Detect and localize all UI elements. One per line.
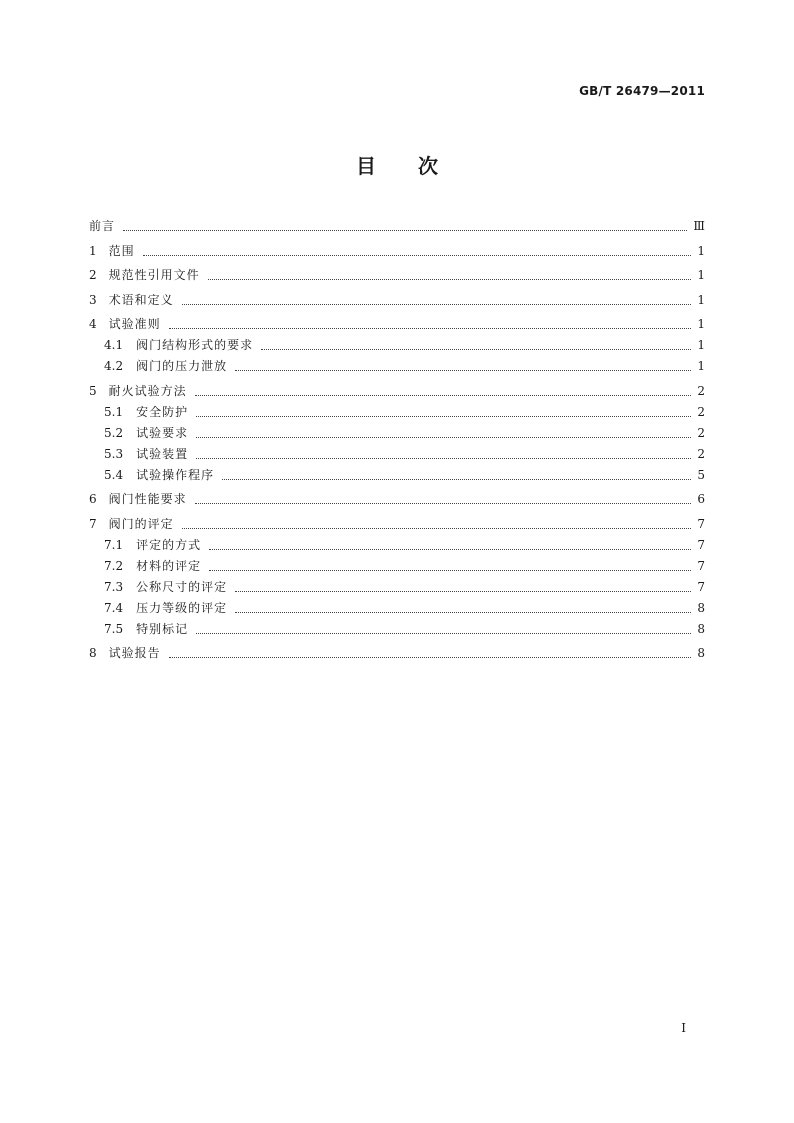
toc-entry-page: 5 [697,467,705,482]
toc-entry-4-2[interactable] [89,356,705,377]
dot-leader [235,591,691,592]
toc-entry-1[interactable] [89,241,705,262]
dot-leader [123,230,687,231]
toc-entry-2[interactable] [89,265,705,286]
toc-entry-label: 阀门性能要求 [108,492,187,506]
toc-entry-label: 特别标记 [136,621,189,636]
toc-entry-page: 6 [697,492,705,506]
toc-entry-page: 2 [697,404,705,419]
toc-entry-label: 范围 [108,243,135,258]
toc-entry-label: 公称尺寸的评定 [136,579,228,594]
toc-entry-label: 试验装置 [136,446,189,461]
toc-entry-number: 7 [89,516,97,531]
toc-entry-label: 试验操作程序 [136,467,215,482]
toc-entry-label: 安全防护 [136,404,189,419]
dot-leader [169,657,691,658]
toc-entry-number: 5.1 [104,404,124,419]
toc-entry-number: 7.2 [104,558,124,573]
toc-entry-label: 材料的评定 [136,558,202,573]
toc-entry-number: 7.4 [104,600,124,615]
toc-entry-label: 阀门的评定 [108,516,174,531]
toc-entry-7-4[interactable] [89,598,705,619]
toc-entry-foreword[interactable] [89,216,705,237]
page-number: I [681,1021,686,1035]
standard-number: GB/T 26479—2011 [579,84,705,98]
toc-entry-3[interactable] [89,290,705,311]
toc-entry-number: 4.2 [104,359,124,373]
toc-entry-label: 试验报告 [108,646,161,660]
dot-leader [196,416,691,417]
toc-entry-5[interactable] [89,381,705,402]
toc-entry-5-3[interactable] [89,444,705,465]
toc-entry-7-5[interactable] [89,619,705,640]
dot-leader [222,479,691,480]
toc-entry-page: 8 [697,600,705,615]
dot-leader [196,633,691,634]
toc-entry-4-1[interactable] [89,335,705,356]
dot-leader [195,395,691,396]
toc-entry-5-4[interactable] [89,465,705,486]
toc-entry-page: 2 [697,383,705,398]
toc-entry-number: 4.1 [104,338,124,352]
dot-leader [169,328,691,329]
toc-entry-6[interactable] [89,489,705,510]
toc-entry-number: 4 [89,317,97,331]
toc-entry-page: 1 [697,292,705,307]
dot-leader [196,458,691,459]
toc-entry-page: 1 [697,359,705,373]
toc-entry-label: 压力等级的评定 [136,600,228,615]
toc-entry-4[interactable] [89,314,705,335]
toc-entry-page: 7 [697,558,705,573]
toc-entry-7[interactable] [89,514,705,535]
dot-leader [209,570,691,571]
toc-entry-page: 7 [697,537,705,552]
toc-entry-number: 7.3 [104,579,124,594]
toc-entry-label: 试验准则 [108,317,161,331]
toc-entry-5-1[interactable] [89,402,705,423]
dot-leader [182,304,691,305]
toc-entry-number: 5 [89,383,97,398]
toc-entry-page: 2 [697,446,705,461]
dot-leader [235,612,691,613]
toc-entry-number: 1 [89,243,97,258]
page-title: 目次 [356,154,480,178]
toc-entry-page: 8 [697,621,705,636]
toc-entry-number: 8 [89,646,97,660]
dot-leader [209,549,691,550]
toc-entry-7-1[interactable] [89,535,705,556]
toc-entry-label: 术语和定义 [108,292,174,307]
toc-entry-page: 8 [697,646,705,660]
dot-leader [235,370,691,371]
toc-entry-number: 5.2 [104,425,124,440]
toc-entry-label: 规范性引用文件 [108,268,200,282]
toc-entry-number: 6 [89,492,97,506]
toc-entry-page: 1 [697,338,705,352]
toc-entry-label: 试验要求 [136,425,189,440]
toc-entry-label: 阀门结构形式的要求 [136,338,254,352]
dot-leader [261,349,691,350]
toc-entry-label: 阀门的压力泄放 [136,359,228,373]
toc-entry-page: 1 [697,243,705,258]
toc-entry-number: 5.3 [104,446,124,461]
dot-leader [196,437,691,438]
toc-entry-label: 耐火试验方法 [108,383,187,398]
toc-entry-page: 1 [697,317,705,331]
toc-entry-number: 7.5 [104,621,124,636]
toc-entry-page: 1 [697,268,705,282]
dot-leader [195,503,691,504]
dot-leader [143,255,691,256]
toc-entry-number: 3 [89,292,97,307]
table-of-contents [89,216,705,664]
toc-entry-label: 前言 [89,219,116,233]
toc-entry-7-3[interactable] [89,577,705,598]
toc-entry-number: 2 [89,268,97,282]
dot-leader [208,279,691,280]
dot-leader [182,528,691,529]
toc-entry-8[interactable] [89,643,705,664]
toc-entry-number: 7.1 [104,537,124,552]
toc-entry-7-2[interactable] [89,556,705,577]
toc-entry-page: 2 [697,425,705,440]
toc-entry-5-2[interactable] [89,423,705,444]
toc-entry-page: 7 [697,516,705,531]
toc-entry-label: 评定的方式 [136,537,202,552]
toc-entry-page: Ⅲ [693,219,705,233]
toc-entry-page: 7 [697,579,705,594]
toc-entry-number: 5.4 [104,467,124,482]
